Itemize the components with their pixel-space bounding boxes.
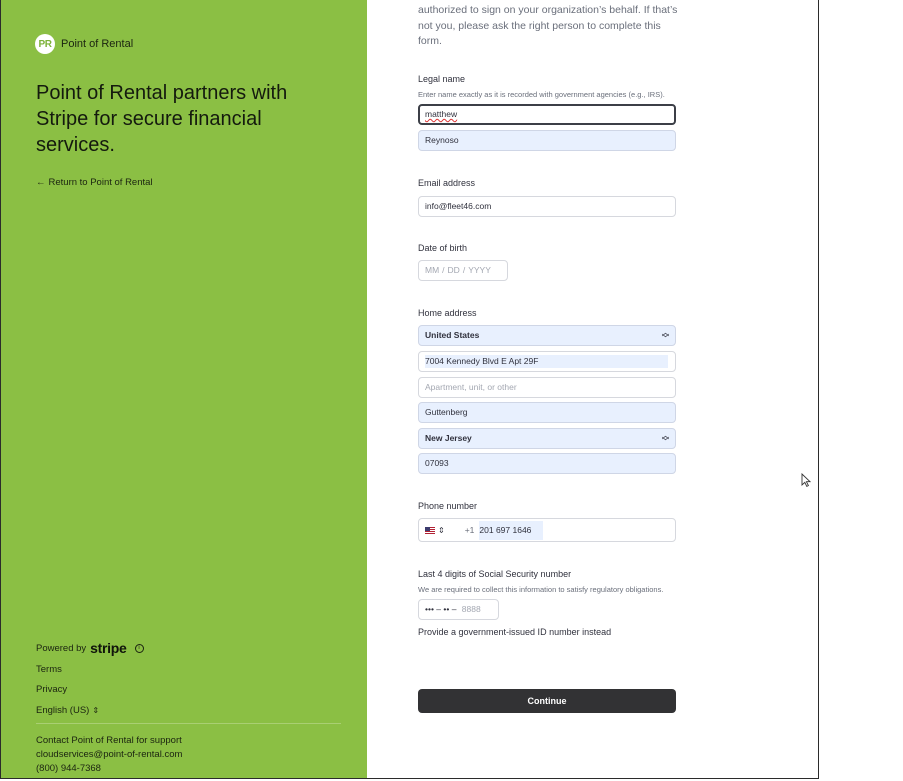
country-value: United States	[425, 330, 480, 340]
chevron-up-down-icon: ︿ ﹀	[662, 432, 669, 445]
mouse-cursor-icon	[801, 473, 811, 487]
phone-input[interactable]	[418, 518, 676, 542]
support-phone: (800) 944-7368	[36, 763, 101, 774]
home-address-label: Home address	[418, 308, 477, 318]
legal-name-hint: Enter name exactly as it is recorded with government agencies (e.g., IRS).	[418, 90, 665, 99]
ssn-mask: ••• – •• –	[425, 604, 457, 614]
dob-input[interactable]	[418, 260, 508, 281]
language-selector[interactable]	[36, 704, 341, 717]
brand-name: Point of Rental	[61, 38, 134, 50]
ssn-label: Last 4 digits of Social Security number	[418, 569, 572, 579]
footer-divider	[36, 723, 341, 724]
first-name-value: matthew	[425, 109, 458, 119]
terms-link[interactable]: Terms	[36, 664, 62, 675]
last-name-input[interactable]: Reynoso	[418, 130, 676, 151]
government-id-link[interactable]: Provide a government-issued ID number instead	[418, 627, 612, 637]
branding-panel	[1, 0, 367, 779]
dob-day: DD	[447, 265, 460, 275]
return-link[interactable]	[36, 177, 153, 188]
address-line1-value: 7004 Kennedy Blvd E Apt 29F	[425, 355, 668, 368]
ssn-last4-input[interactable]	[418, 599, 499, 620]
phone-label: Phone number	[418, 501, 478, 511]
first-name-input[interactable]	[418, 104, 676, 125]
country-select[interactable]	[418, 325, 676, 346]
dob-year: YYYY	[468, 265, 491, 275]
dob-separator: /	[442, 265, 445, 275]
zip-input[interactable]: 07093	[418, 453, 676, 474]
phone-number-value: 201 697 1646	[479, 521, 543, 540]
address-line1-input[interactable]	[418, 351, 676, 372]
ssn-placeholder: 8888	[461, 604, 481, 614]
address-line2-input[interactable]: Apartment, unit, or other	[418, 377, 676, 398]
ssn-hint: We are required to collect this information to satisfy regulatory obligations.	[418, 585, 664, 594]
email-label: Email address	[418, 178, 476, 188]
page-headline: Point of Rental partners with Stripe for secure financial services.	[36, 82, 288, 156]
return-link-label: Return to Point of Rental	[48, 177, 153, 188]
brand	[35, 34, 133, 54]
privacy-link[interactable]: Privacy	[36, 684, 68, 695]
dob-separator: /	[462, 265, 466, 275]
brand-logo-icon: PR	[35, 34, 55, 54]
continue-button[interactable]: Continue	[418, 689, 676, 713]
phone-country-code: +1	[464, 524, 475, 535]
email-input[interactable]: info@fleet46.com	[418, 196, 676, 217]
dob-label: Date of birth	[418, 243, 468, 253]
branding-footer	[36, 641, 341, 776]
support-info	[36, 734, 341, 776]
city-input[interactable]: Guttenberg	[418, 402, 676, 423]
state-value: New Jersey	[425, 433, 472, 443]
info-icon[interactable]: i	[135, 644, 144, 653]
powered-by-stripe	[36, 641, 341, 655]
state-select[interactable]	[418, 428, 676, 449]
chevron-up-down-icon: ︿ ﹀	[662, 329, 669, 342]
support-email-link[interactable]: cloudservices@point-of-rental.com	[36, 749, 183, 760]
legal-name-label: Legal name	[418, 74, 466, 84]
language-label: English (US)	[36, 705, 90, 716]
chevron-up-down-icon: ⇕	[92, 706, 100, 715]
arrow-left-icon: ←	[36, 177, 46, 188]
dob-month: MM	[425, 265, 440, 275]
us-flag-icon[interactable]	[425, 527, 435, 534]
form-intro: authorized to sign on your organization’s behalf. If that’s not you, please ask the right person to complete this form.	[418, 4, 678, 47]
stripe-logo: stripe	[90, 640, 127, 656]
support-label: Contact Point of Rental for support	[36, 735, 182, 746]
chevron-up-down-icon[interactable]: ⇕	[438, 525, 445, 535]
powered-by-label: Powered by	[36, 642, 87, 654]
